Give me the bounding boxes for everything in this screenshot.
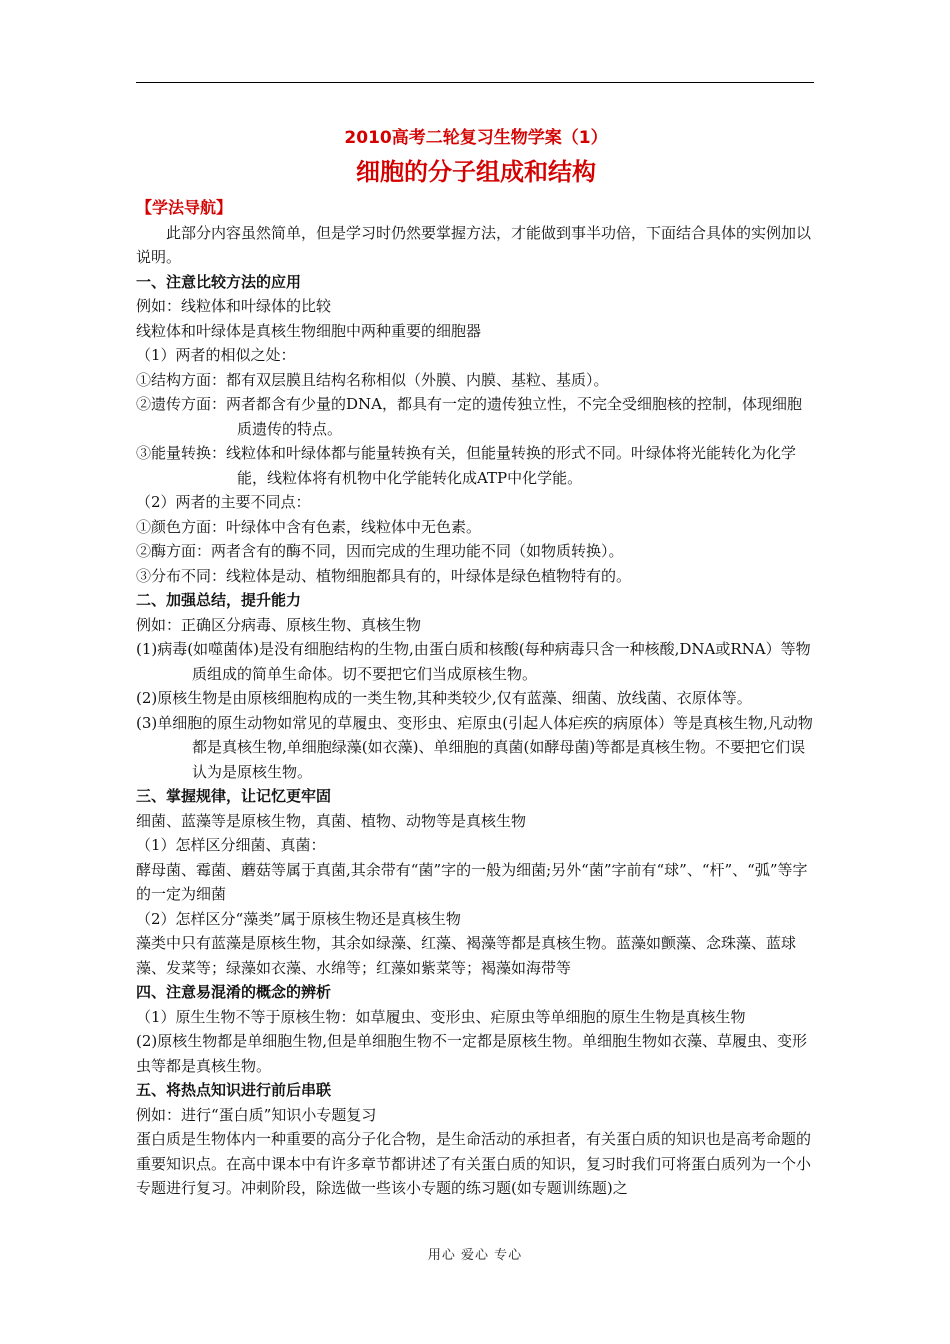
part3-line1: 细菌、蓝藻等是原核生物，真菌、植物、动物等是真核生物: [136, 811, 527, 830]
part1-s1b: ②遗传方面：两者都含有少量的DNA，都具有一定的遗传独立性，不完全受细胞核的控制，体现细胞质遗传的特点。: [136, 395, 802, 438]
part1-s2b: ②酶方面：两者含有的酶不同，因而完成的生理功能不同（如物质转换）。: [136, 542, 624, 560]
part3-sub1: （1）怎样区分细菌、真菌：: [136, 836, 326, 854]
part1-example: 例如：线粒体和叶绿体的比较: [136, 297, 332, 315]
part2-heading: 二、加强总结，提升能力: [136, 591, 302, 609]
part1-s1a: ①结构方面：都有双层膜且结构名称相似（外膜、内膜、基粒、基质）。: [136, 370, 609, 389]
part3-t2: 藻类中只有蓝藻是原核生物，其余如绿藻、红藻、褐藻等都是真核生物。蓝藻如颤藻、念珠藻、蓝球藻、发菜等；绿藻如衣藻、水绵等；红藻如紫菜等；褐藻如海带等: [136, 934, 797, 977]
part1-heading: 一、注意比较方法的应用: [136, 272, 302, 291]
part1-s1c: ③能量转换：线粒体和叶绿体都与能量转换有关，但能量转换的形式不同。叶绿体将光能转化为化学能，线粒体将有机物中化学能转化成ATP中化学能。: [136, 444, 797, 487]
part1-line1: 线粒体和叶绿体是真核生物细胞中两种重要的细胞器: [136, 321, 482, 340]
part4-p2: (2)原核生物都是单细胞生物,但是单细胞生物不一定都是原核生物。单细胞生物如衣藻、草履虫、变形虫等都是真核生物。: [136, 1032, 808, 1075]
document-title: 2010高考二轮复习生物学案（1）: [344, 128, 608, 148]
page-footer: 用心 爱心 专心: [427, 1248, 523, 1263]
part3-heading: 三、掌握规律，让记忆更牢固: [136, 787, 332, 805]
part2-p1: (1)病毒(如噬菌体)是没有细胞结构的生物,由蛋白质和核酸(每种病毒只含一种核酸,DNA或RNA）等物质组成的简单生命体。切不要把它们当成原核生物。: [136, 640, 811, 683]
part2-p3: (3)单细胞的原生动物如常见的草履虫、变形虫、疟原虫(引起人体疟疾的病原体）等是真核生物,凡动物都是真核生物,单细胞绿藻(如衣藻)、单细胞的真菌(如酵母菌)等都是真核生物。不要把它们误认为是原核生物。: [136, 713, 813, 781]
document-body: [136, 126, 816, 1201]
part4-p1: （1）原生生物不等于原核生物：如草履虫、变形虫、疟原虫等单细胞的原生生物是真核生物: [136, 1007, 746, 1026]
part4-heading: 四、注意易混淆的概念的辨析: [136, 983, 332, 1001]
part3-t1: 酵母菌、霉菌、蘑菇等属于真菌,其余带有“菌”字的一般为细菌;另外“菌”字前有“球”、“杆”、“弧”等字的一定为细菌: [136, 860, 808, 903]
part1-s2c: ③分布不同：线粒体是动、植物细胞都具有的，叶绿体是绿色植物特有的。: [136, 566, 632, 585]
section-heading: 【学法导航】: [136, 198, 233, 217]
part2-p2: (2)原核生物是由原核细胞构成的一类生物,其种类较少,仅有蓝藻、细菌、放线菌、衣原体等。: [136, 689, 752, 707]
header-rule: [136, 82, 814, 83]
part2-example: 例如：正确区分病毒、原核生物、真核生物: [136, 615, 422, 634]
part3-sub2: （2）怎样区分“藻类”属于原核生物还是真核生物: [136, 909, 461, 928]
part5-example: 例如：进行“蛋白质”知识小专题复习: [136, 1105, 377, 1124]
part5-heading: 五、将热点知识进行前后串联: [136, 1081, 332, 1099]
part1-s2a: ①颜色方面：叶绿体中含有色素，线粒体中无色素。: [136, 517, 482, 536]
part1-sub1: （1）两者的相似之处：: [136, 346, 296, 364]
part5-p1: 蛋白质是生物体内一种重要的高分子化合物，是生命活动的承担者，有关蛋白质的知识也是高考命题的重要知识点。在高中课本中有许多章节都讲述了有关蛋白质的知识，复习时我们可将蛋白质列为一个小专题进行复习。冲刺阶段，除选做一些该小专题的练习题(如专题训练题)之: [136, 1130, 812, 1197]
intro-paragraph: 此部分内容虽然简单，但是学习时仍然要掌握方法，才能做到事半功倍，下面结合具体的实例加以说明。: [136, 223, 812, 266]
document-subtitle: 细胞的分子组成和结构: [356, 158, 596, 186]
part1-sub2: （2）两者的主要不同点：: [136, 493, 311, 511]
